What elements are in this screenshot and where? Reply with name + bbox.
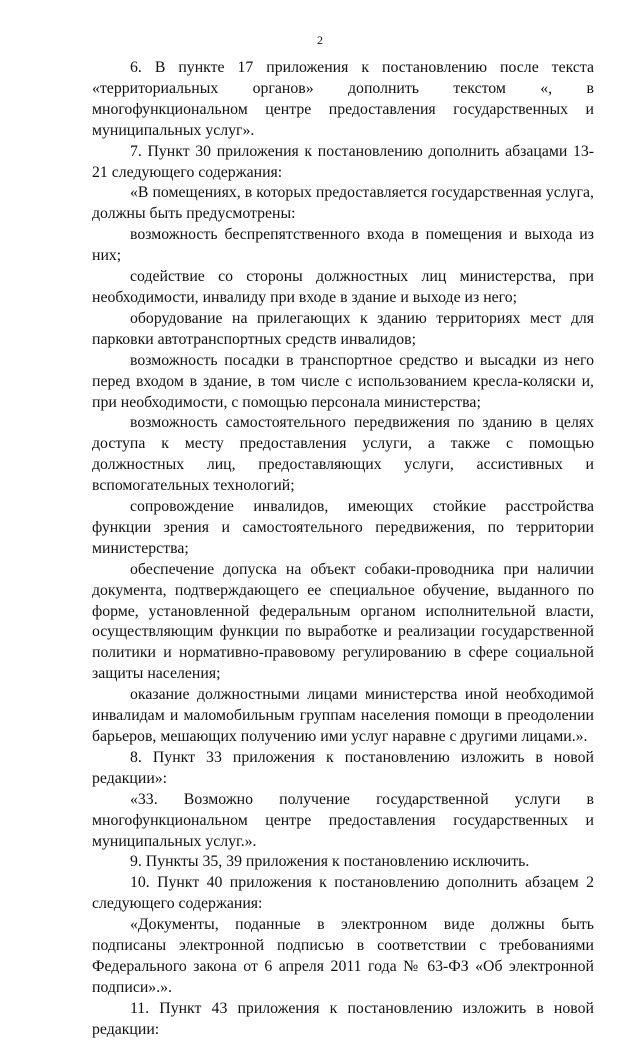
list-item-escort: сопровождение инвалидов, имеющих стойкие расстройства функции зрения и самостоятельного передвижения, по территории министерства; [92, 498, 594, 557]
quoted-paragraph-documents: «Документы, поданные в электронном виде должны быть подписаны электронной подписью в соответствии с требованиями Федерального закона от 6 апреля 2011 года № 63-ФЗ «Об электронной подписи».». [92, 916, 594, 996]
paragraph-item-10: 10. Пункт 40 приложения к постановлению дополнить абзацем 2 следующего содержания: [92, 874, 594, 913]
quoted-paragraph-33: «33. Возможно получение государственной услуги в многофункциональном центре предоставления государственных и муниципальных услуг.». [92, 790, 594, 850]
list-item-staff-assistance: содействие со стороны должностных лиц министерства, при необходимости, инвалиду при входе в здание и выходе из него; [92, 268, 594, 306]
paragraph-item-11: 11. Пункт 43 приложения к постановлению изложить в новой редакции: [92, 999, 594, 1038]
paragraph-item-6: 6. В пункте 17 приложения к постановлению после текста «территориальных органов» дополнить текстом «, в многофункциональном центре предоставления государственных и муниципальных услуг». [92, 59, 594, 139]
paragraph-item-9: 9. Пункты 35, 39 приложения к постановлению исключить. [130, 853, 530, 871]
list-item-parking: оборудование на прилегающих к зданию территориях мест для парковки автотранспортных средств инвалидов; [92, 309, 594, 348]
list-item-boarding-vehicle: возможность посадки в транспортное средство и высадки из него перед входом в здание, в том числе с использованием кресла-коляски и, при необходимости, с помощью персонала министерства; [92, 351, 594, 411]
list-item-other-assistance: оказание должностными лицами министерства иной необходимой инвалидам и маломобильным группам населения помощи в преодолении барьеров, мешающих получению ими услуг наравне с другими лицами.». [92, 686, 594, 745]
list-item-independent-movement: возможность самостоятельного передвижения по зданию в целях доступа к месту предоставления услуги, а также с помощью должностных лиц, предоставляющих услуги, ассистивных и вспомогательных технологий; [92, 414, 594, 495]
paragraph-item-8: 8. Пункт 33 приложения к постановлению изложить в новой редакции»: [92, 748, 594, 787]
page-number: 2 [317, 33, 323, 47]
list-item-barrier-free-entry: возможность беспрепятственного входа в помещения и выхода из них; [92, 226, 594, 265]
list-item-guide-dog: обеспечение допуска на объект собаки-проводника при наличии документа, подтверждающего ее специальное обучение, выданного по форме, установленной федеральным органом исполнительной власти, осуществляющим функции по выработке и реализации государственной политики и нормативно-правовому регулированию в сфере социальной защиты населения; [92, 560, 594, 683]
document-body [92, 58, 594, 1041]
quoted-paragraph-intro: «В помещениях, в которых предоставляется государственная услуга, должны быть предусмотрены: [92, 184, 594, 223]
paragraph-item-7: 7. Пункт 30 приложения к постановлению дополнить абзацами 13-21 следующего содержания: [92, 142, 594, 181]
